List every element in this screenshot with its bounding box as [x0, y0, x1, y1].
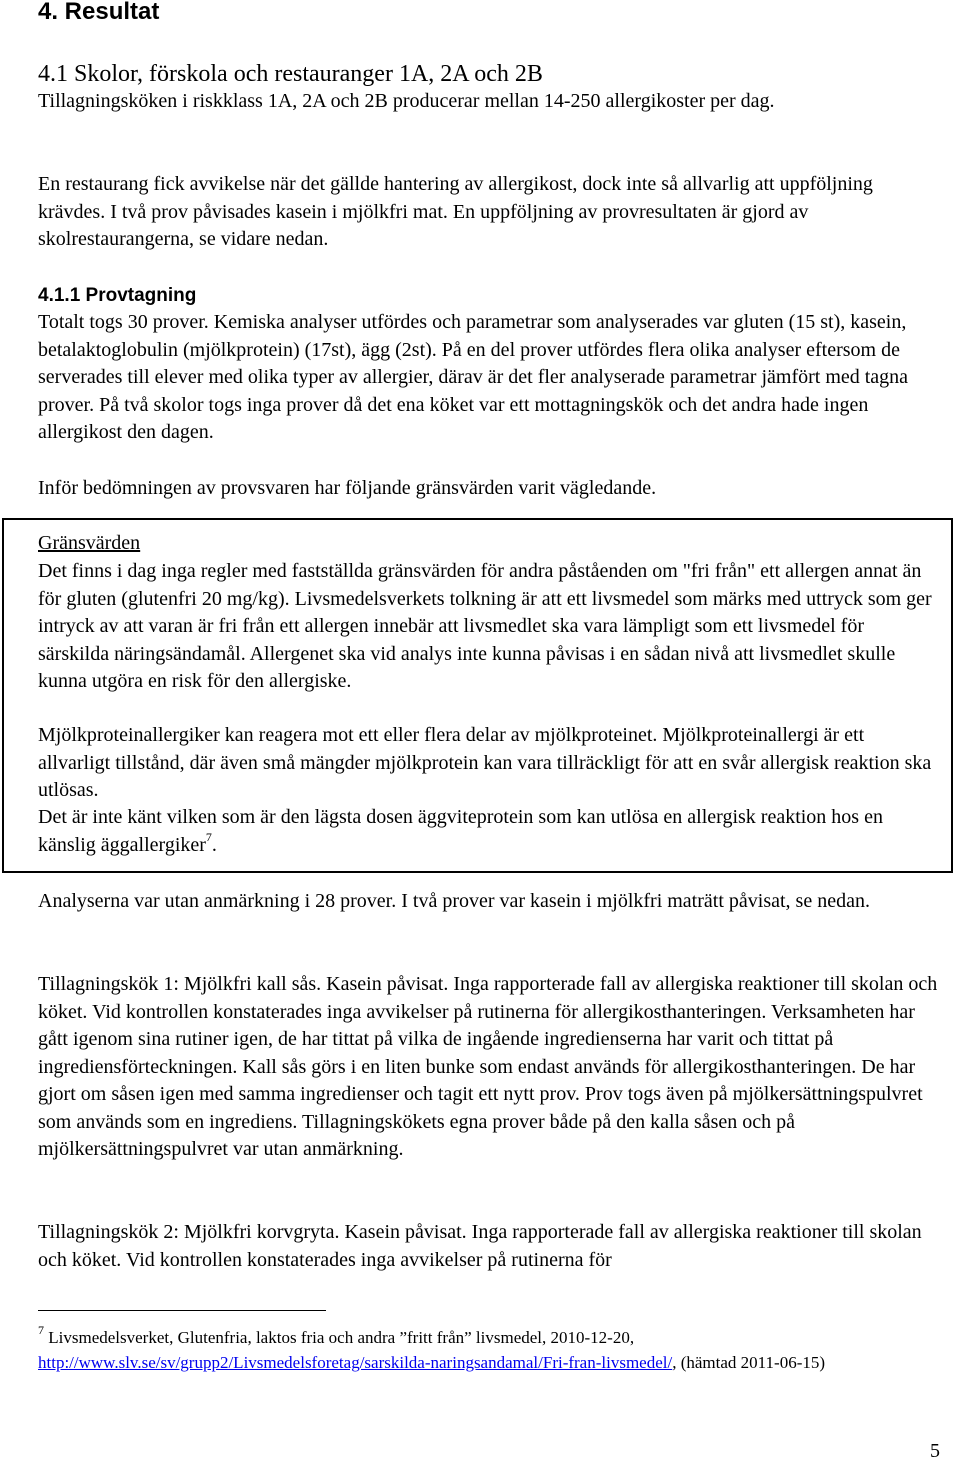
limits-box-title: Gränsvärden [38, 532, 141, 554]
limits-box-paragraph-3-end: . [211, 833, 217, 856]
kitchen-1-paragraph: Tillagningskök 1: Mjölkfri kall sås. Kasein påvisat. Inga rapporterade fall av allergiska reaktioner till skolan och köket. Vid kontrollen konstaterades inga avvikelser på rutinerna för allergikosthanteringen. Verksamheten har gått igenom sina rutiner igen, de har tittat på vilka de ingående ingredienserna har varit och tittat på ingrediensförteckningen. Kall sås görs i en liten bunke som endast används för allergikosthanteringen. De har gjort om såsen igen med samma ingredienser och tagit ett nytt prov. Prov togs även på mjölkersättningspulvret som används som en ingrediens. Tillagningskökets egna prover både på den kalla såsen och på mjölkersättningspulvret var utan anmärkning. [38, 973, 938, 1160]
intro-paragraph-2: En restaurang fick avvikelse när det gällde hantering av allergikost, dock inte så allvarlig att uppföljning krävdes. I två prov påvisades kasein i mjölkfri mat. En uppföljning av provresultaten är gjord av skolrestaurangerna, se vidare nedan. [38, 173, 873, 250]
analyserna-paragraph: Analyserna var utan anmärkning i 28 prover. I två prover var kasein i mjölkfri maträtt påvisat, se nedan. [38, 890, 870, 912]
subsection-heading: 4.1.1 Provtagning [38, 285, 197, 306]
limits-box-paragraph-2: Mjölkproteinallergiker kan reagera mot ett eller flera delar av mjölkproteinet. Mjölkproteinallergi är ett allvarligt tillstånd, där även små mängder mjölkprotein kan vara tillräckligt för att en svår allergisk reaktion ska utlösas. [38, 724, 932, 801]
main-heading: 4. Resultat [38, 0, 160, 25]
kitchen-2-paragraph: Tillagningskök 2: Mjölkfri korvgryta. Kasein påvisat. Inga rapporterade fall av allergiska reaktioner till skolan och köket. Vid kontrollen konstaterades inga avvikelser på rutinerna för [38, 1221, 922, 1271]
provtagning-paragraph: Totalt togs 30 prover. Kemiska analyser utfördes och parametrar som analyserades var gluten (15 st), kasein, betalaktoglobulin (mjölkprotein) (17st), ägg (2st). På en del prover utfördes flera olika analyser eftersom de serverades till elever med olika typer av allergier, därav är det fler analyserade parametrar jämfört med tagna prover. På två skolor togs inga prover då det ena köket var ett mottagningskök och det andra hade ingen allergikost den dagen. [38, 311, 909, 443]
footnote-number: 7 [38, 1323, 44, 1338]
footnote-text: Livsmedelsverket, Glutenfria, laktos fria och andra ”fritt från” livsmedel, 2010-12-20, [44, 1328, 635, 1347]
section-heading: 4.1 Skolor, förskola och restauranger 1A, 2A och 2B [38, 61, 543, 87]
footnote [38, 1325, 943, 1375]
limits-box-paragraph-1: Det finns i dag inga regler med fastställda gränsvärden för andra påståenden om "fri från" ett allergen annat än för gluten (glutenfri 20 mg/kg). Livsmedelsverkets tolkning är att ett livsmedel som märks med uttryck som ger intryck av att varan är fri från ett allergen innebär att livsmedlet ska vara lämpligt som ett livsmedel för särskilda näringsändamål. Allergenet ska vid analys inte kunna påvisas i en sådan nivå att livsmedlet skulle kunna utgöra en risk för den allergiske. [38, 560, 932, 692]
infor-paragraph: Inför bedömningen av provsvaren har följande gränsvärden varit vägledande. [38, 477, 657, 499]
limits-box-paragraph-3-text: Det är inte känt vilken som är den lägsta dosen äggviteprotein som kan utlösa en allergisk reaktion hos en känslig äggallergiker [38, 806, 883, 856]
footnote-reference[interactable]: 7 [205, 829, 212, 844]
limits-box-paragraph-3 [38, 804, 938, 859]
footnote-divider [38, 1310, 326, 1311]
footnote-link[interactable]: http://www.slv.se/sv/grupp2/Livsmedelsforetag/sarskilda-naringsandamal/Fri-fran-livsmedel/ [38, 1353, 673, 1372]
footnote-tail: , (hämtad 2011-06-15) [672, 1353, 826, 1372]
page-number: 5 [930, 1440, 940, 1462]
intro-paragraph-1: Tillagningsköken i riskklass 1A, 2A och 2B producerar mellan 14-250 allergikoster per dag. [38, 90, 775, 112]
